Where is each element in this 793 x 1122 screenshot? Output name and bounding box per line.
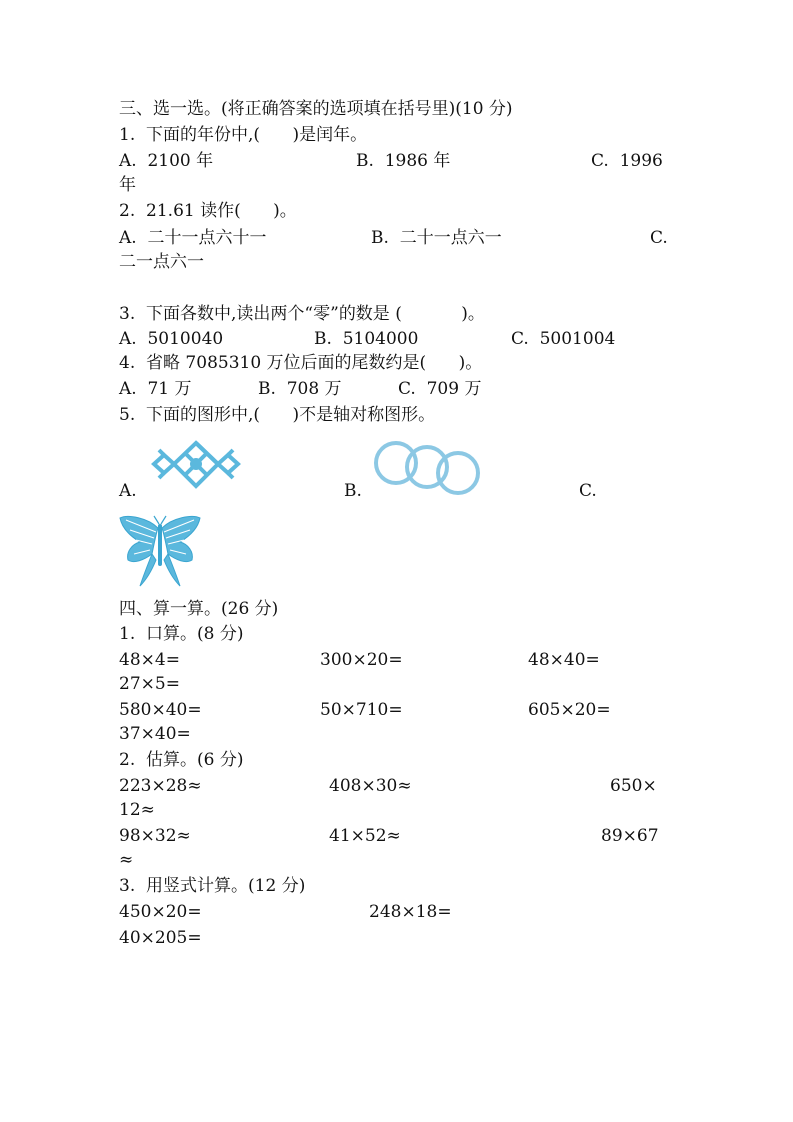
section4-title: 四、算一算。(26 分) (119, 599, 279, 619)
oral-item: 37×40= (119, 724, 191, 744)
q3-option-b: B. 5104000 (314, 329, 419, 349)
q1-option-a: A. 2100 年 (119, 151, 214, 171)
vertical-title: 3. 用竖式计算。(12 分) (119, 876, 306, 896)
estimate-item: 12≈ (119, 800, 155, 820)
q3-option-c: C. 5001004 (511, 329, 616, 349)
q1-option-c-wrap: 年 (119, 175, 136, 195)
vertical-item: 248×18= (369, 902, 452, 922)
estimate-title: 2. 估算。(6 分) (119, 750, 244, 770)
estimate-item: 408×30≈ (329, 776, 412, 796)
q4-option-a: A. 71 万 (119, 379, 192, 399)
oral-title: 1. 口算。(8 分) (119, 624, 244, 644)
q3-stem: 3. 下面各数中,读出两个“零”的数是 ( )。 (119, 304, 485, 324)
q5-stem: 5. 下面的图形中,( )不是轴对称图形。 (119, 405, 436, 425)
section3-title: 三、选一选。(将正确答案的选项填在括号里)(10 分) (119, 99, 513, 119)
q4-option-b: B. 708 万 (258, 379, 342, 399)
estimate-item: 650× (610, 776, 657, 796)
vertical-item: 450×20= (119, 902, 202, 922)
q5-option-c: C. (579, 481, 597, 501)
estimate-item: 223×28≈ (119, 776, 202, 796)
q2-option-c-wrap: 二一点六一 (119, 252, 204, 272)
oral-item: 605×20= (528, 700, 611, 720)
q4-option-c: C. 709 万 (398, 379, 482, 399)
q4-stem: 4. 省略 7085310 万位后面的尾数约是( )。 (119, 353, 483, 373)
q2-option-b: B. 二十一点六一 (371, 228, 502, 248)
oral-item: 48×4= (119, 650, 180, 670)
rings-icon (373, 440, 481, 496)
q1-option-c: C. 1996 (591, 151, 663, 171)
endless-knot-icon (150, 437, 242, 492)
oral-item: 50×710= (320, 700, 403, 720)
oral-item: 48×40= (528, 650, 600, 670)
q2-option-a: A. 二十一点六十一 (119, 228, 267, 248)
q1-option-b: B. 1986 年 (356, 151, 451, 171)
oral-item: 27×5= (119, 674, 180, 694)
estimate-item: ≈ (119, 850, 134, 870)
estimate-item: 89×67 (601, 826, 659, 846)
q3-option-a: A. 5010040 (119, 329, 224, 349)
oral-item: 580×40= (119, 700, 202, 720)
butterfly-icon (118, 514, 202, 588)
q5-option-b: B. (344, 481, 362, 501)
estimate-item: 41×52≈ (329, 826, 401, 846)
vertical-item: 40×205= (119, 928, 202, 948)
estimate-item: 98×32≈ (119, 826, 191, 846)
q1-stem: 1. 下面的年份中,( )是闰年。 (119, 125, 368, 145)
q2-stem: 2. 21.61 读作( )。 (119, 201, 297, 221)
q2-option-c: C. (650, 228, 668, 248)
q5-option-a: A. (119, 481, 137, 501)
oral-item: 300×20= (320, 650, 403, 670)
